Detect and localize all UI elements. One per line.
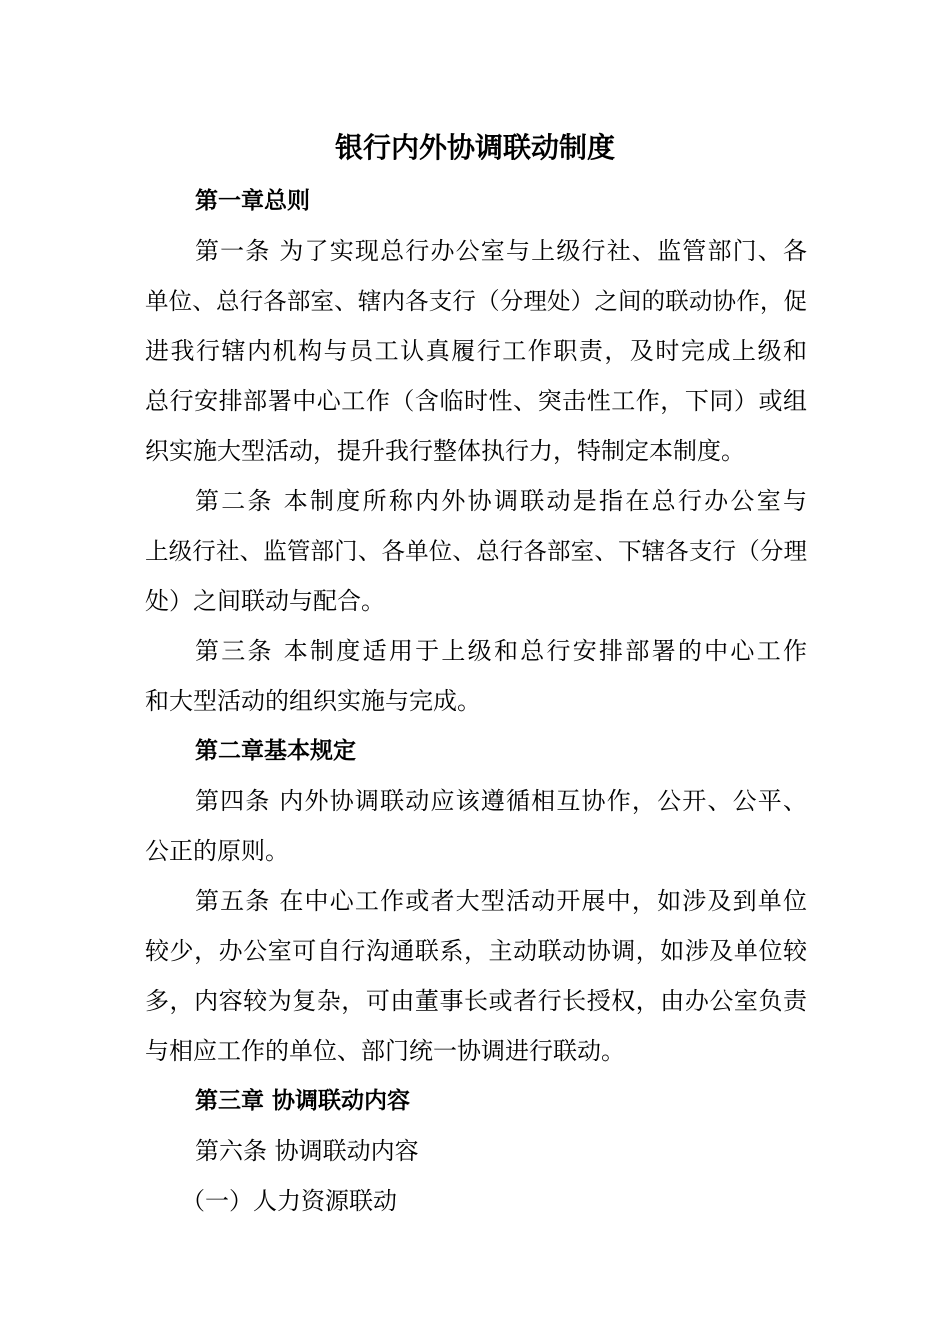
- article-line: 公正的原则。: [145, 837, 289, 865]
- article-line: 总行安排部署中心工作（含临时性、突击性工作，下同）或组: [145, 387, 807, 415]
- article-line: 处）之间联动与配合。: [145, 587, 385, 615]
- document-body: [145, 176, 807, 1226]
- article-line: 进我行辖内机构与员工认真履行工作职责，及时完成上级和: [145, 337, 807, 365]
- article-line: 和大型活动的组织实施与完成。: [145, 687, 481, 715]
- article-line: 上级行社、监管部门、各单位、总行各部室、下辖各支行（分理: [145, 537, 807, 565]
- chapter-heading: 第一章总则: [195, 188, 310, 214]
- article-line: 织实施大型活动，提升我行整体执行力，特制定本制度。: [145, 437, 745, 465]
- sub-item-line: （一）人力资源联动: [181, 1187, 397, 1215]
- chapter-heading: 第二章基本规定: [195, 738, 356, 764]
- article-line: 第五条 在中心工作或者大型活动开展中，如涉及到单位: [195, 887, 807, 915]
- article-line: 与相应工作的单位、部门统一协调进行联动。: [145, 1037, 625, 1065]
- article-line: 第一条 为了实现总行办公室与上级行社、监管部门、各: [195, 237, 807, 265]
- article-line: 第六条 协调联动内容: [195, 1137, 419, 1165]
- article-line: 较少，办公室可自行沟通联系，主动联动协调，如涉及单位较: [145, 937, 807, 965]
- article-line: 第三条 本制度适用于上级和总行安排部署的中心工作: [195, 637, 807, 665]
- chapter-heading: 第三章 协调联动内容: [195, 1088, 411, 1114]
- article-line: 单位、总行各部室、辖内各支行（分理处）之间的联动协作，促: [145, 287, 807, 315]
- article-line: 第四条 内外协调联动应该遵循相互协作，公开、公平、: [195, 787, 807, 815]
- article-line: 第二条 本制度所称内外协调联动是指在总行办公室与: [195, 487, 807, 515]
- article-line: 多，内容较为复杂，可由董事长或者行长授权，由办公室负责: [145, 987, 807, 1015]
- document-title: 银行内外协调联动制度: [334, 131, 615, 164]
